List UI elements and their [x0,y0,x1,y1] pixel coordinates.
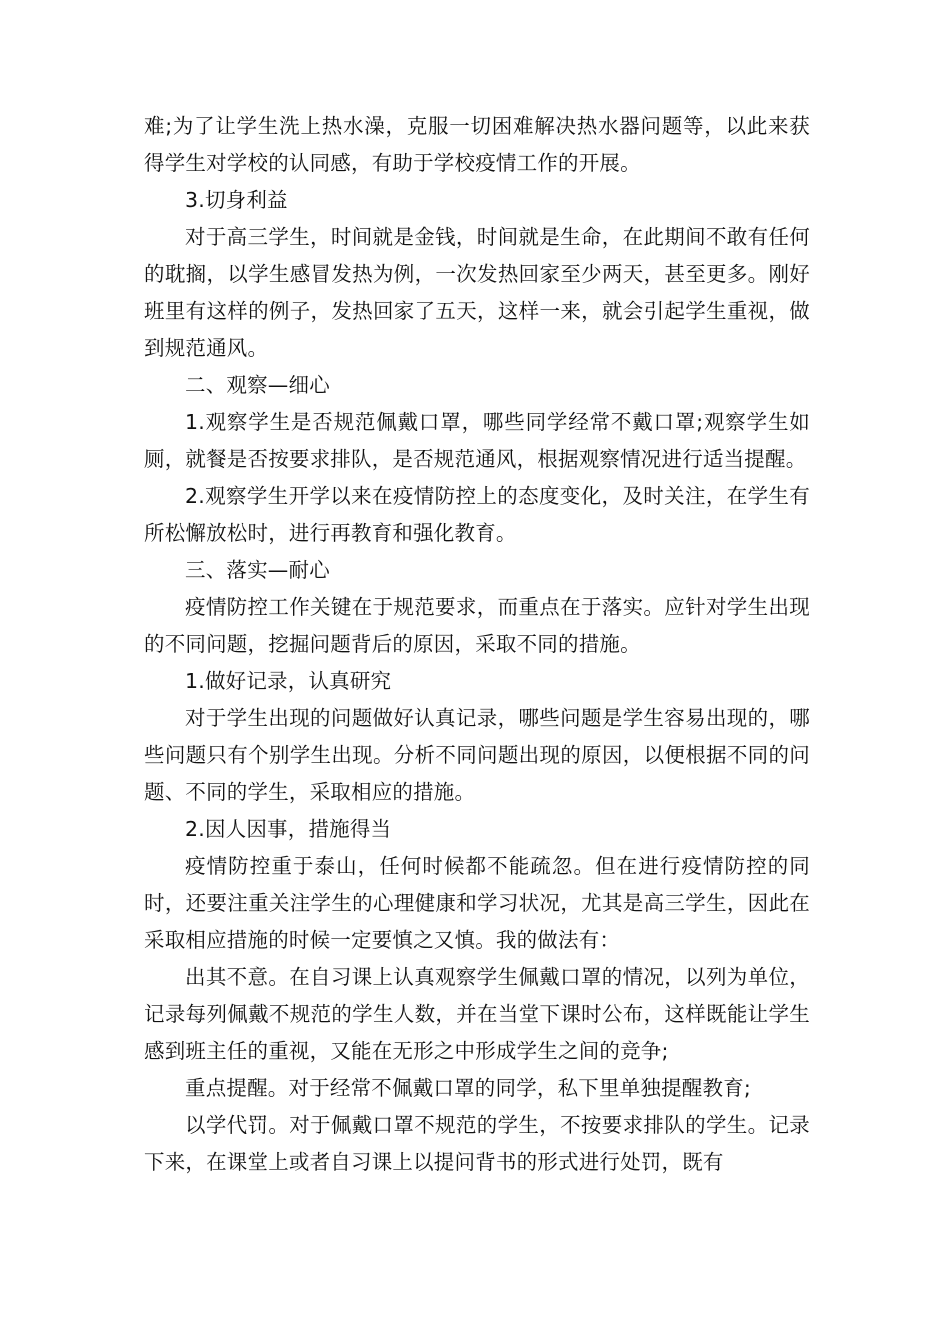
paragraph-implementation-key: 疫情防控工作关键在于规范要求，而重点在于落实。应针对学生出现的不同问题，挖掘问题背后的原因，采取不同的措施。 [144,595,810,656]
paragraph-surprise: 出其不意。在自习课上认真观察学生佩戴口罩的情况，以列为单位，记录每列佩戴不规范的学生人数，并在当堂下课时公布，这样既能让学生感到班主任的重视，又能在无形之中形成学生之间的竞争; [144,965,810,1063]
paragraph-study-penalty: 以学代罚。对于佩戴口罩不规范的学生，不按要求排队的学生。记录下来，在课堂上或者自习课上以提问背书的形式进行处罚，既有 [144,1113,810,1174]
subheading-measures: 2.因人因事，措施得当 [185,817,392,841]
subheading-personal-interest: 3.切身利益 [185,188,288,212]
paragraph-measures: 疫情防控重于泰山，任何时候都不能疏忽。但在进行疫情防控的同时，还要注重关注学生的心理健康和学习状况，尤其是高三学生，因此在采取相应措施的时候一定要慎之又慎。我的做法有： [144,854,810,952]
paragraph-observe-masks: 1.观察学生是否规范佩戴口罩，哪些同学经常不戴口罩;观察学生如厕，就餐是否按要求排队，是否规范通风，根据观察情况进行适当提醒。 [144,410,810,471]
document-body [144,108,810,1181]
paragraph-observe-attitude: 2.观察学生开学以来在疫情防控上的态度变化，及时关注，在学生有所松懈放松时，进行再教育和强化教育。 [144,484,810,545]
heading-observation: 二、观察—细心 [185,373,330,397]
paragraph-records: 对于学生出现的问题做好认真记录，哪些问题是学生容易出现的，哪些问题只有个别学生出现。分析不同问题出现的原因，以便根据不同的问题、不同的学生，采取相应的措施。 [144,706,810,804]
paragraph-time-is-life: 对于高三学生，时间就是金钱，时间就是生命，在此期间不敢有任何的耽搁，以学生感冒发热为例，一次发热回家至少两天，甚至更多。刚好班里有这样的例子，发热回家了五天，这样一来，就会引起学生重视，做到规范通风。 [144,225,810,360]
subheading-records: 1.做好记录，认真研究 [185,669,392,693]
paragraph-key-reminder: 重点提醒。对于经常不佩戴口罩的同学，私下里单独提醒教育; [185,1076,752,1100]
heading-implementation: 三、落实—耐心 [185,558,330,582]
paragraph-continuation: 难;为了让学生洗上热水澡，克服一切困难解决热水器问题等，以此来获得学生对学校的认同感，有助于学校疫情工作的开展。 [144,114,810,175]
